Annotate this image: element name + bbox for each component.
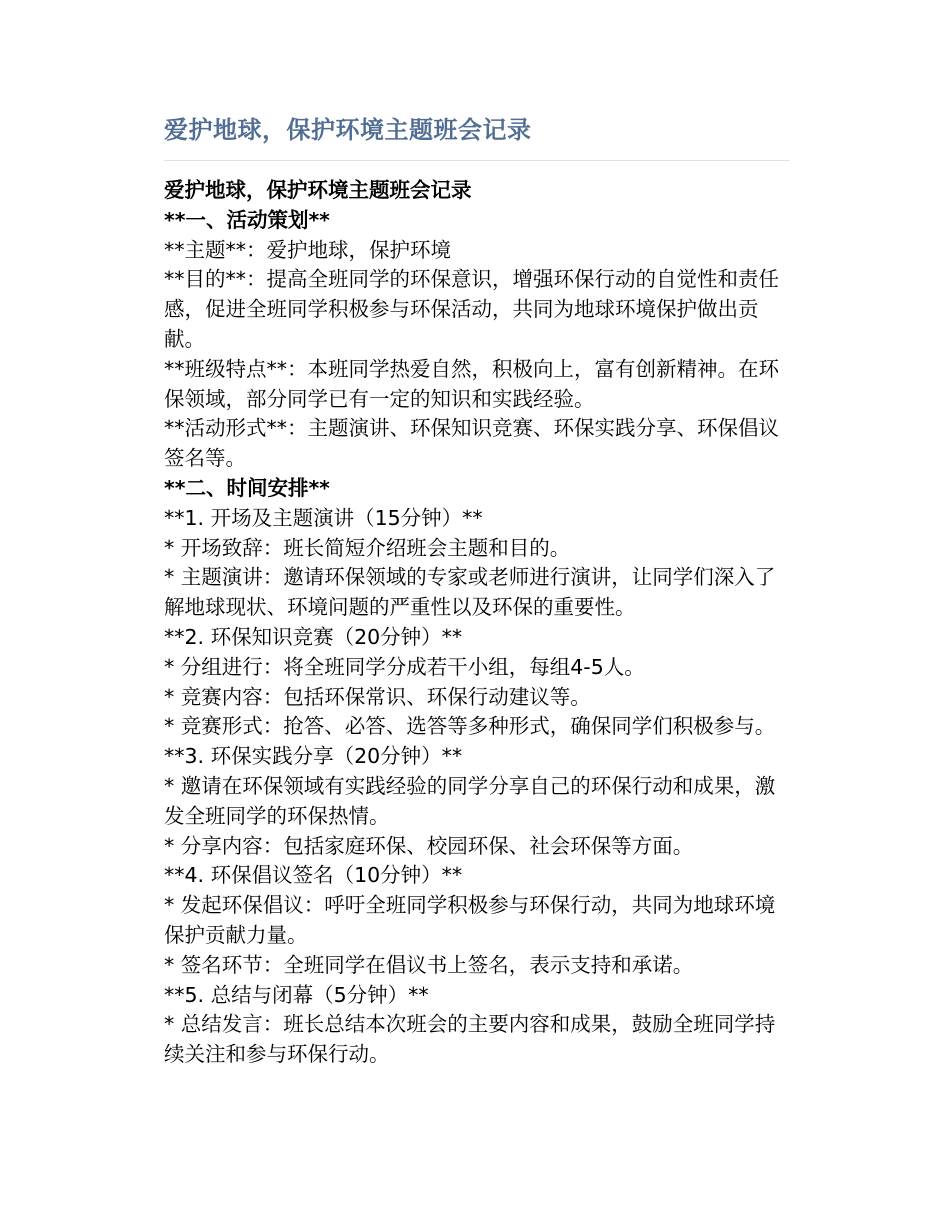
paragraph-line: **5. 总结与闭幕（5分钟）**	[164, 982, 429, 1007]
paragraph-line: **活动形式**：主题演讲、环保知识竞赛、环保实践分享、环保倡议签名等。	[164, 416, 779, 471]
paragraph-line: * 竞赛内容：包括环保常识、环保行动建议等。	[164, 684, 591, 709]
paragraph-line: * 总结发言：班长总结本次班会的主要内容和成果，鼓励全班同学持续关注和参与环保行动。	[164, 1012, 776, 1067]
paragraph-line: * 邀请在环保领域有实践经验的同学分享自己的环保行动和成果，激发全班同学的环保热情。	[164, 773, 776, 828]
paragraph-line: **班级特点**：本班同学热爱自然，积极向上，富有创新精神。在环保领域，部分同学已有一定的知识和实践经验。	[164, 356, 779, 411]
document-body	[164, 176, 790, 1070]
paragraph-line: **1. 开场及主题演讲（15分钟）**	[164, 505, 483, 530]
paragraph-line: **目的**：提高全班同学的环保意识，增强环保行动的自觉性和责任感，促进全班同学积极参与环保活动，共同为地球环境保护做出贡献。	[164, 267, 779, 351]
paragraph-line: * 分享内容：包括家庭环保、校园环保、社会环保等方面。	[164, 833, 694, 858]
section-heading: **一、活动策划**	[164, 207, 330, 232]
section-heading: **二、时间安排**	[164, 475, 330, 500]
paragraph-line: * 发起环保倡议：呼吁全班同学积极参与环保行动，共同为地球环境保护贡献力量。	[164, 893, 776, 947]
document-title: 爱护地球，保护环境主题班会记录	[164, 112, 790, 161]
paragraph-line: **2. 环保知识竞赛（20分钟）**	[164, 624, 463, 649]
paragraph-line: * 分组进行：将全班同学分成若干小组，每组4-5人。	[164, 654, 645, 679]
paragraph-line: **3. 环保实践分享（20分钟）**	[164, 744, 463, 769]
paragraph-line: **主题**：爱护地球，保护环境	[164, 237, 451, 262]
paragraph-line: * 签名环节：全班同学在倡议书上签名，表示支持和承诺。	[164, 952, 694, 977]
document-page	[164, 112, 790, 1070]
paragraph-line: * 主题演讲：邀请环保领域的专家或老师进行演讲，让同学们深入了解地球现状、环境问题的严重性以及环保的重要性。	[164, 565, 776, 620]
paragraph-line: * 竞赛形式：抢答、必答、选答等多种形式，确保同学们积极参与。	[164, 714, 776, 739]
paragraph-line: **4. 环保倡议签名（10分钟）**	[164, 863, 463, 888]
paragraph-line: * 开场致辞：班长简短介绍班会主题和目的。	[164, 535, 571, 560]
section-heading: 爱护地球，保护环境主题班会记录	[164, 178, 472, 202]
